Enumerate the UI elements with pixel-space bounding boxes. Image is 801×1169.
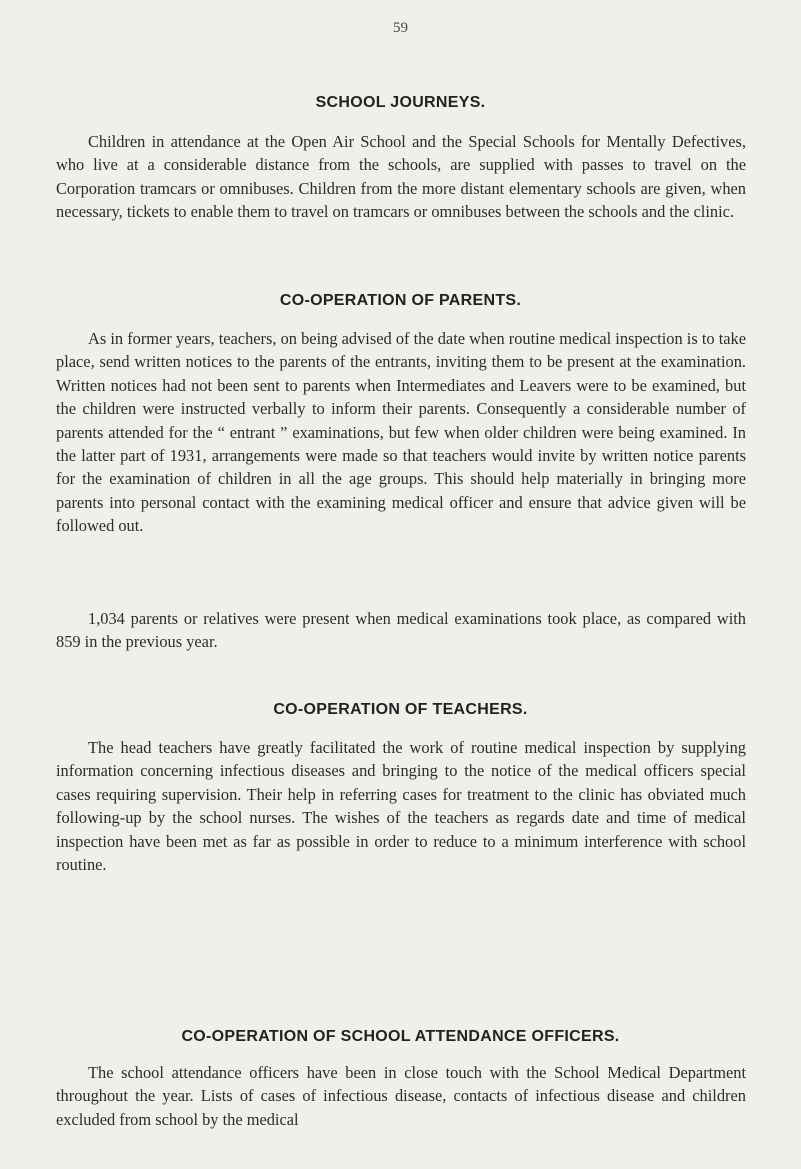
paragraph-school-journeys: Children in attendance at the Open Air School and the Special Schools for Mentally Defectives, who live at a considerable distance from the schools, are supplied with passes to travel on the Corporation tramcars or omnibuses. Children from the more distant elementary schools are given, when necessary, tickets to enable them to travel on tramcars or omnibuses between the schools and the clinic.: [56, 132, 746, 222]
paragraph-cooperation-of-school-attendance-officers: The school attendance officers have been in close touch with the School Medical Department throughout the year. Lists of cases of infectious disease, contacts of infectious disease and children excluded from school by the medical: [56, 1063, 746, 1129]
page-number: 59: [393, 20, 408, 36]
heading-cooperation-of-parents: CO-OPERATION OF PARENTS.: [279, 292, 522, 309]
paragraph-cooperation-of-teachers: The head teachers have greatly facilitated the work of routine medical inspection by supplying information concerning infectious diseases and bringing to the notice of the medical officers special cases requiring supervision. Their help in referring cases for treatment to the clinic has obviated much following-up by the school nurses. The wishes of the teachers as regards date and time of medical inspection have been met as far as possible in order to reduce to a minimum interference with school routine.: [56, 738, 746, 875]
heading-school-journeys: SCHOOL JOURNEYS.: [315, 94, 486, 111]
heading-cooperation-of-teachers: CO-OPERATION OF TEACHERS.: [273, 701, 528, 718]
paragraph-cooperation-of-parents-1: As in former years, teachers, on being advised of the date when routine medical inspection is to take place, send written notices to the parents of the entrants, inviting them to be present at the examination. Written notices had not been sent to parents when Intermediates and Leavers were to be examined, but the children were instructed verbally to inform their parents. Consequently a considerable number of parents attended for the “ entrant ” examinations, but few when older children were being examined. In the latter part of 1931, arrangements were made so that teachers would invite by written notice parents for the examination of children in all the age groups. This should help materially in bringing more parents into personal contact with the examining medical officer and ensure that advice given will be followed out.: [56, 329, 746, 536]
paragraph-cooperation-of-parents-2: 1,034 parents or relatives were present when medical examinations took place, as compared with 859 in the previous year.: [56, 609, 746, 652]
heading-cooperation-of-school-attendance-officers: CO-OPERATION OF SCHOOL ATTENDANCE OFFICERS.: [181, 1028, 620, 1045]
